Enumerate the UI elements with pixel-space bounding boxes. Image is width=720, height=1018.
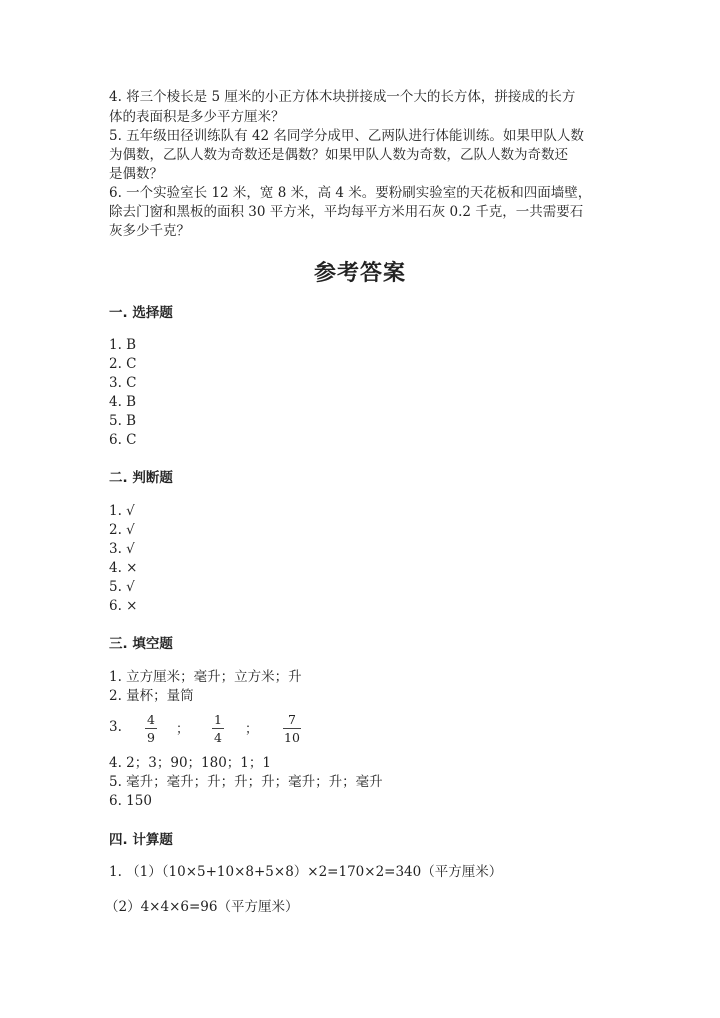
judge-answer-4: 4. × bbox=[109, 560, 138, 576]
fraction-1-numerator: 4 bbox=[147, 712, 155, 727]
question-5-line-1: 5. 五年级田径训练队有 42 名同学分成甲、乙两队进行体能训练。如果甲队人数 bbox=[109, 128, 584, 144]
fill-answer-4: 4. 2；3；90；180；1；1 bbox=[109, 755, 271, 771]
fraction-2-numerator: 1 bbox=[214, 712, 222, 727]
question-4-line-2: 体的表面积是多少平方厘米？ bbox=[109, 109, 285, 125]
fraction-2-denominator: 4 bbox=[214, 730, 222, 745]
question-4-line-1: 4. 将三个棱长是 5 厘米的小正方体木块拼接成一个大的长方体，拼接成的长方 bbox=[109, 89, 576, 105]
choice-answer-2: 2. C bbox=[109, 356, 137, 372]
judge-answer-3: 3. √ bbox=[109, 541, 135, 557]
choice-answer-5: 5. B bbox=[109, 413, 137, 429]
fraction-separator-1: ； bbox=[176, 722, 190, 737]
judge-answer-6: 6. × bbox=[109, 598, 138, 614]
section-judge-title: 二. 判断题 bbox=[109, 470, 173, 486]
question-6-line-1: 6. 一个实验室长 12 米，宽 8 米，高 4 米。要粉刷实验室的天花板和四面墙壁， bbox=[109, 185, 592, 201]
judge-answer-5: 5. √ bbox=[109, 579, 135, 595]
calc-answer-2: （2）4×4×6=96（平方厘米） bbox=[105, 899, 299, 915]
fraction-1-denominator: 9 bbox=[147, 730, 155, 745]
fraction-3 bbox=[283, 712, 301, 745]
fraction-separator-2: ； bbox=[245, 722, 259, 737]
choice-answer-3: 3. C bbox=[109, 375, 137, 391]
choice-answer-4: 4. B bbox=[109, 394, 137, 410]
question-5-line-2: 为偶数，乙队人数为奇数还是偶数？如果甲队人数为奇数，乙队人数为奇数还 bbox=[109, 147, 568, 163]
fraction-1 bbox=[145, 712, 157, 745]
choice-answer-1: 1. B bbox=[109, 337, 137, 353]
judge-answer-2: 2. √ bbox=[109, 522, 135, 538]
calc-answer-1: 1. （1）（10×5+10×8+5×8）×2=170×2=340（平方厘米） bbox=[109, 864, 503, 880]
question-5-line-3: 是偶数？ bbox=[109, 166, 163, 182]
fraction-3-numerator: 7 bbox=[288, 712, 296, 727]
section-fill-title: 三. 填空题 bbox=[109, 636, 173, 652]
judge-answer-1: 1. √ bbox=[109, 503, 135, 519]
answers-title: 参考答案 bbox=[313, 261, 406, 286]
fill-answer-2: 2. 量杯；量筒 bbox=[109, 688, 194, 704]
question-6-line-2: 除去门窗和黑板的面积 30 平方米，平均每平方米用石灰 0.2 千克，一共需要石 bbox=[109, 204, 584, 220]
fill-answer-1: 1. 立方厘米；毫升；立方米；升 bbox=[109, 669, 302, 685]
choice-answer-6: 6. C bbox=[109, 432, 137, 448]
section-calc-title: 四. 计算题 bbox=[109, 832, 173, 848]
fill-answer-6: 6. 150 bbox=[109, 793, 152, 809]
fill-answer-3-label: 3. bbox=[109, 719, 122, 735]
fraction-3-denominator: 10 bbox=[284, 730, 300, 745]
question-6-line-3: 灰多少千克？ bbox=[109, 223, 190, 239]
section-choice-title: 一. 选择题 bbox=[109, 305, 173, 321]
fraction-2 bbox=[212, 712, 224, 745]
fill-answer-5: 5. 毫升；毫升；升；升；升；毫升；升；毫升 bbox=[109, 774, 383, 790]
